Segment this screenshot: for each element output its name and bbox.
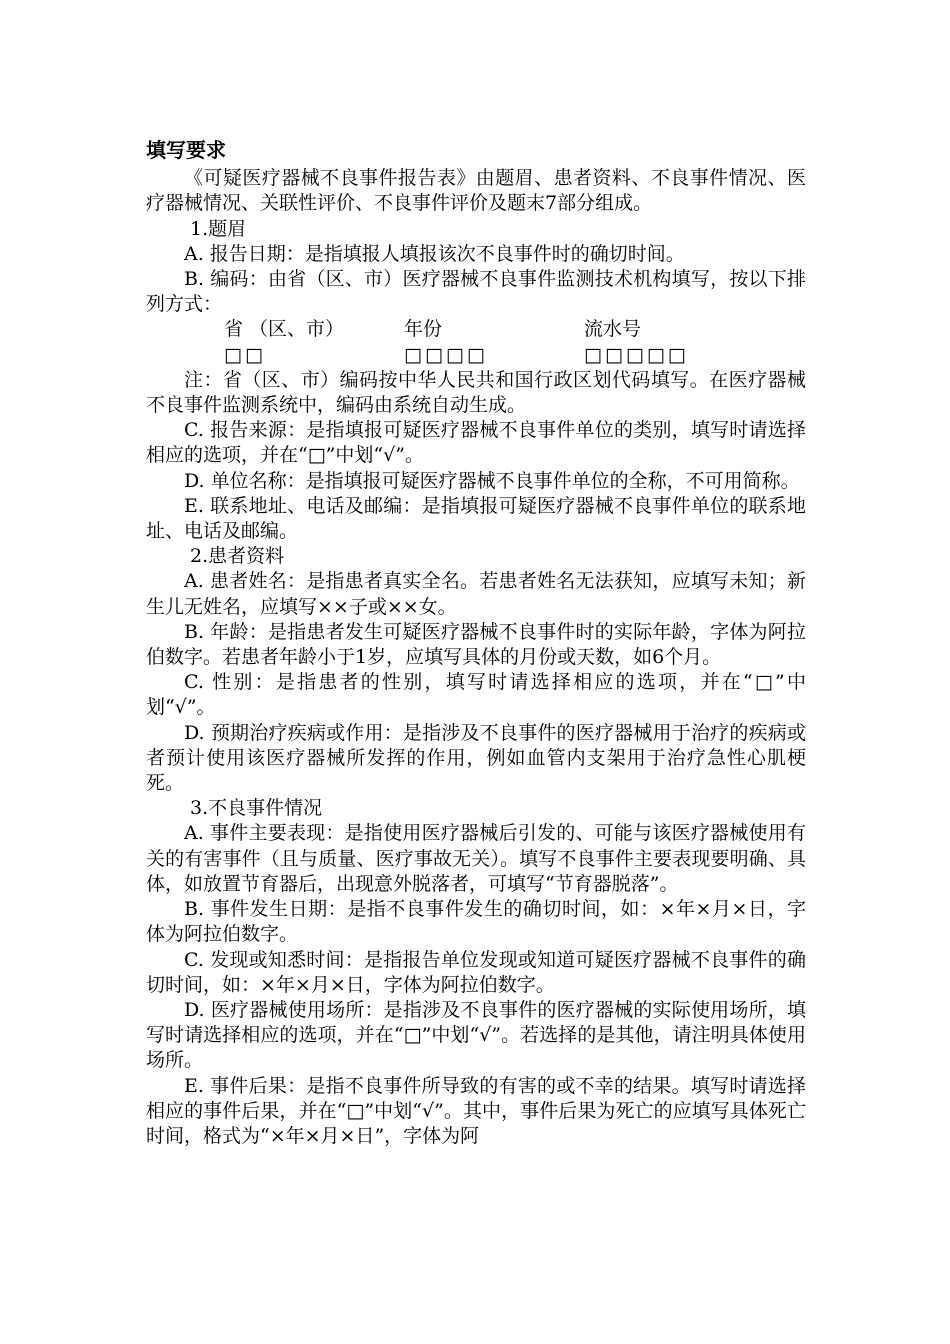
section-3-title: 3.不良事件情况 [190, 797, 323, 820]
code-boxes-province: □□ [224, 343, 266, 366]
section-3-item-c: C. 发现或知悉时间：是指报告单位发现或知道可疑医疗器械不良事件的确切时间，如：×年×月×日，字体为阿拉伯数字。 [146, 948, 806, 996]
section-1-item-c: C. 报告来源：是指填报可疑医疗器械不良事件单位的类别，填写时请选择相应的选项，并在“□”中划“√”。 [146, 419, 806, 467]
code-label-serial: 流水号 [584, 318, 642, 341]
code-boxes-serial: □□□□□ [584, 343, 689, 366]
section-3-item-b: B. 事件发生日期：是指不良事件发生的确切时间，如：×年×月×日，字体为阿拉伯数字。 [146, 898, 806, 946]
section-1-item-b: B. 编码：由省（区、市）医疗器械不良事件监测技术机构填写，按以下排列方式： [146, 268, 806, 316]
section-1-note: 注：省（区、市）编码按中华人民共和国行政区划代码填写。在医疗器械不良事件监测系统中，编码由系统自动生成。 [146, 368, 806, 417]
section-3-item-e: E. 事件后果：是指不良事件所导致的有害的或不幸的结果。填写时请选择相应的事件后果，并在“□”中划“√”。其中，事件后果为死亡的应填写具体死亡时间，格式为“×年×月×日”，字体为阿 [146, 1074, 806, 1147]
code-boxes-year: □□□□ [404, 343, 488, 366]
page-heading: 填写要求 [146, 138, 226, 162]
document-page [146, 138, 806, 1149]
section-1-item-d: D. 单位名称：是指填报可疑医疗器械不良事件单位的全称，不可用简称。 [184, 469, 800, 492]
section-1-item-a: A. 报告日期：是指填报人填报该次不良事件时的确切时间。 [184, 242, 685, 265]
section-2-item-d: D. 预期治疗疾病或作用：是指涉及不良事件的医疗器械用于治疗的疾病或者预计使用该医疗器械所发挥的作用，例如血管内支架用于治疗急性心肌梗死。 [146, 721, 806, 795]
code-label-province: 省 （区、市） [224, 318, 345, 341]
section-1-item-e: E. 联系地址、电话及邮编：是指填报可疑医疗器械不良事件单位的联系地址、电话及邮编。 [146, 494, 806, 543]
section-3-item-a: A. 事件主要表现：是指使用医疗器械后引发的、可能与该医疗器械使用有关的有害事件（且与质量、医疗事故无关）。填写不良事件主要表现要明确、具体，如放置节育器后，出现意外脱落者，可填写“节育器脱落”。 [146, 822, 806, 895]
code-label-year: 年份 [404, 318, 443, 341]
section-2-item-b: B. 年龄：是指患者发生可疑医疗器械不良事件时的实际年龄，字体为阿拉伯数字。若患者年龄小于1岁，应填写具体的月份或天数，如6个月。 [146, 620, 806, 669]
section-3-item-d: D. 医疗器械使用场所：是指涉及不良事件的医疗器械的实际使用场所，填写时请选择相应的选项，并在“□”中划“√”。若选择的是其他，请注明具体使用场所。 [146, 998, 806, 1072]
code-format-table [146, 317, 806, 367]
section-2-title: 2.患者资料 [190, 545, 285, 568]
section-1-title: 1.题眉 [190, 217, 247, 240]
intro-paragraph: 《可疑医疗器械不良事件报告表》由题眉、患者资料、不良事件情况、医疗器械情况、关联性评价、不良事件评价及题末7部分组成。 [146, 167, 806, 215]
section-2-item-c: C. 性别：是指患者的性别，填写时请选择相应的选项，并在“□”中划“√”。 [146, 671, 806, 719]
section-2-item-a: A. 患者姓名：是指患者真实全名。若患者姓名无法获知，应填写未知；新生儿无姓名，应填写××子或××女。 [146, 570, 806, 618]
